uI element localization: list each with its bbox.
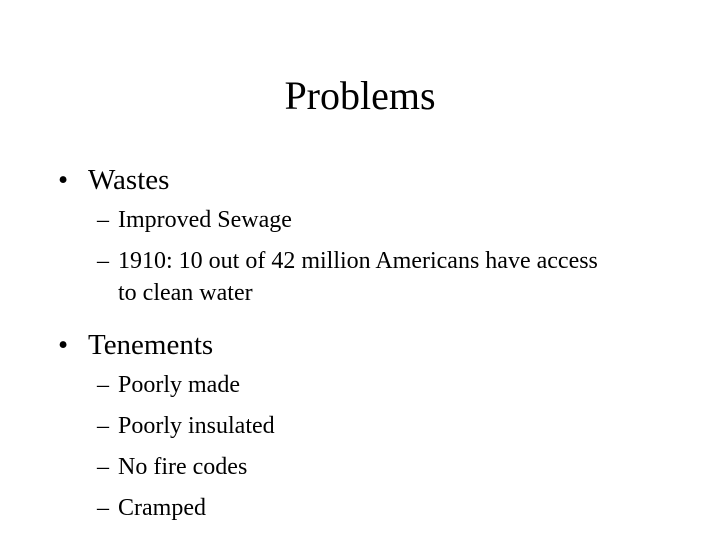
sub-bullet-item [58,365,678,406]
slide-content [58,160,678,529]
sub-bullet-text: Cramped [118,495,206,521]
sub-bullet-text: Poorly made [118,372,240,398]
bullet-label: Tenements [88,329,214,361]
sub-bullet-text: Improved Sewage [118,207,292,233]
bullet-mark: • [58,329,69,361]
sub-bullet-dash: – [97,454,109,480]
bullet-group-wastes [58,160,678,314]
sub-bullet-list [58,365,678,529]
sub-bullet-text: 1910: 10 out of 42 million Americans have access to clean water [118,248,598,306]
sub-bullet-item [58,406,678,447]
bullet-item [58,325,678,365]
sub-bullet-item [58,488,678,529]
sub-bullet-dash: – [97,413,109,439]
sub-bullet-item [58,447,678,488]
sub-bullet-dash: – [97,207,109,233]
sub-bullet-item [58,241,678,314]
bullet-mark: • [58,164,69,196]
slide-title: Problems [284,73,436,118]
sub-bullet-text: No fire codes [118,454,248,480]
sub-bullet-text: Poorly insulated [118,413,275,439]
sub-bullet-dash: – [97,372,109,398]
bullet-group-tenements [58,325,678,529]
bullet-label: Wastes [88,164,170,196]
sub-bullet-dash: – [97,495,109,521]
bullet-item [58,160,678,200]
sub-bullet-dash: – [97,248,109,274]
sub-bullet-item [58,200,678,241]
sub-bullet-list [58,200,678,314]
